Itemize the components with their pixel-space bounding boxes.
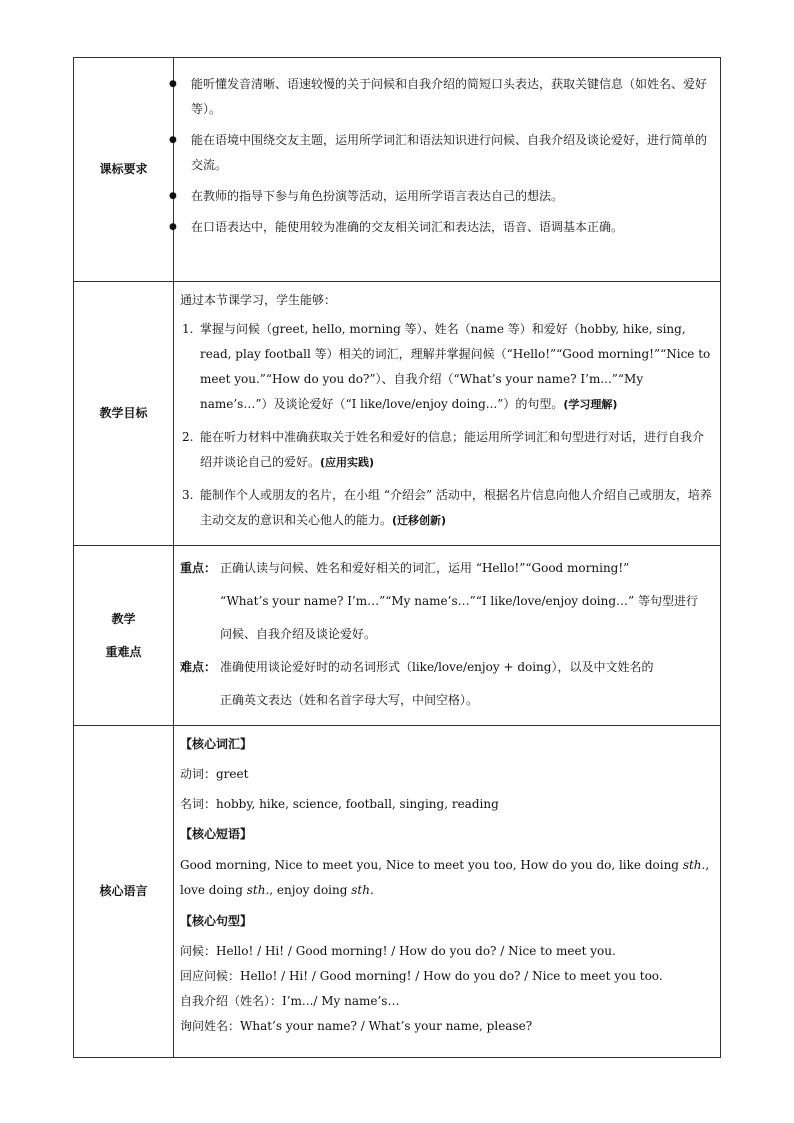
lesson-plan-table bbox=[73, 57, 721, 1058]
goals-label: 教学目标 bbox=[74, 282, 174, 546]
bullet-icon: ● bbox=[169, 191, 177, 201]
bullet-icon: ● bbox=[169, 135, 177, 145]
sentences-heading: 【核心句型】 bbox=[180, 914, 253, 928]
goal-item: 3. 能制作个人或朋友的名片，在小组 “介绍会” 活动中，根据名片信息向他人介绍自己或朋友，培养主动交友的意识和关心他人的能力。(迁移创新) bbox=[182, 488, 712, 527]
goals-content bbox=[174, 282, 721, 546]
sentence-line: 回应问候：Hello! / Hi! / Good morning! / How do you do? / Nice to meet you too. bbox=[180, 969, 663, 983]
standards-row bbox=[74, 58, 721, 282]
focus-line: 重点： 正确认读与问候、姓名和爱好相关的词汇，运用 “Hello!”“Good morning!” bbox=[180, 561, 630, 575]
sentence-line: 询问姓名：What’s your name? / What’s your name, please? bbox=[180, 1019, 533, 1033]
key-points-content: 重点： 正确认读与问候、姓名和爱好相关的词汇，运用 “Hello!”“Good morning!” “What’s your name? I’m…”“My name’s…”“I like/love/enjoy doing…” 等句型进行 问候、自我介绍及谈论爱好。 难点： 准确使用谈论爱好时的动名词形式（like/love/enjoy + doing），以及中文姓名的 正确英文表达（姓和名首字母大写，中间空格）。 bbox=[174, 546, 721, 726]
goals-intro: 通过本节课学习，学生能够： bbox=[180, 293, 337, 307]
core-language-label: 核心语言 bbox=[74, 726, 174, 1058]
sentence-line: 自我介绍（姓名）：I’m.../ My name’s… bbox=[180, 994, 400, 1008]
standards-item: ● 能听懂发音清晰、语速较慢的关于问候和自我介绍的简短口头表达，获取关键信息（如姓名、爱好等）。 bbox=[180, 72, 714, 122]
nouns-line: 名词：hobby, hike, science, football, singing, reading bbox=[180, 797, 499, 811]
core-language-row bbox=[74, 726, 721, 1058]
verbs-line: 动词：greet bbox=[180, 767, 249, 781]
key-points-label: 教学 重难点 bbox=[74, 546, 174, 726]
bullet-icon: ● bbox=[169, 79, 177, 89]
core-language-content bbox=[174, 726, 721, 1058]
goal-item: 1. 掌握与问候（greet, hello, morning 等）、姓名（name 等）和爱好（hobby, hike, sing, read, play football 等）相关的词汇，理解并掌握问候（“Hello!”“Good morning!”“Nice to meet you.”“How do you do?”）、自我介绍（“What’s your name? I’m...”“My name’s…”）及谈论爱好（“I like/love/enjoy doing...”）的句型。(学习理解) bbox=[182, 322, 711, 411]
standards-item: ● 能在语境中围绕交友主题，运用所学词汇和语法知识进行问候、自我介绍及谈论爱好，进行简单的交流。 bbox=[180, 128, 714, 178]
goal-item: 2. 能在听力材料中准确获取关于姓名和爱好的信息；能运用所学词汇和句型进行对话，进行自我介绍并谈论自己的爱好。(应用实践) bbox=[182, 430, 705, 469]
difficulty-line: 难点： 准确使用谈论爱好时的动名词形式（like/love/enjoy + doing），以及中文姓名的 bbox=[180, 660, 654, 674]
key-points-row bbox=[74, 546, 721, 726]
vocab-heading: 【核心词汇】 bbox=[180, 737, 253, 751]
goals-row bbox=[74, 282, 721, 546]
bullet-icon: ● bbox=[169, 222, 177, 232]
phrases-heading: 【核心短语】 bbox=[180, 827, 253, 841]
goals-list bbox=[180, 317, 714, 533]
standards-item: ● 在教师的指导下参与角色扮演等活动，运用所学语言表达自己的想法。 bbox=[180, 184, 714, 209]
standards-item: ● 在口语表达中，能使用较为准确的交友相关词汇和表达法，语音、语调基本正确。 bbox=[180, 215, 714, 240]
phrases-line: Good morning, Nice to meet you, Nice to meet you too, How do you do, like doing sth., love doing sth., enjoy doing sth. bbox=[180, 858, 710, 897]
standards-content bbox=[169, 58, 721, 282]
standards-label: 课标要求 bbox=[74, 58, 174, 282]
sentence-line: 问候：Hello! / Hi! / Good morning! / How do you do? / Nice to meet you. bbox=[180, 944, 616, 958]
